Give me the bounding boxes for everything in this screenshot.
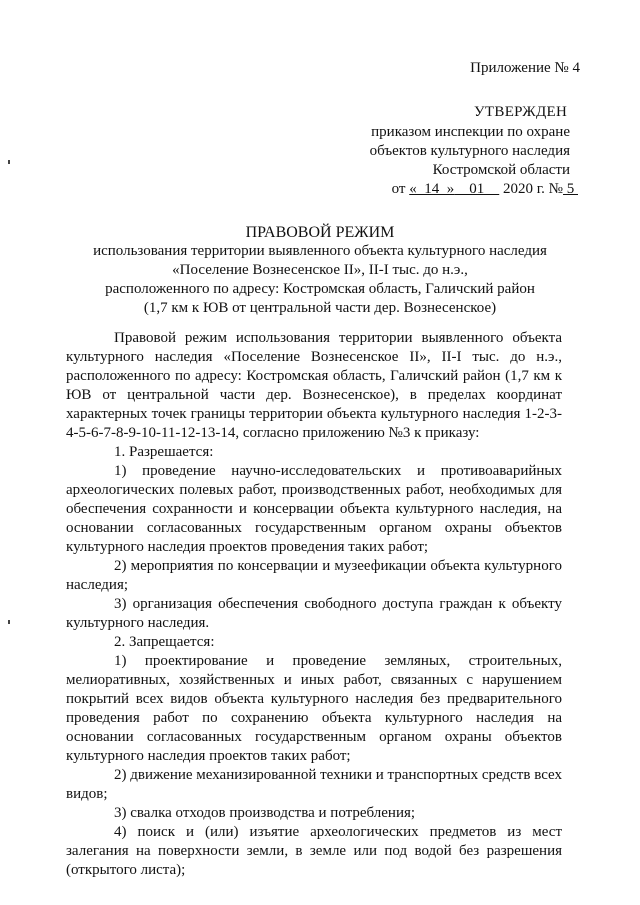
- title-line: расположенного по адресу: Костромская область, Галичский район: [105, 281, 535, 297]
- approved-heading: УТВЕРЖДЕН: [474, 104, 568, 120]
- allowed-item: 2) мероприятия по консервации и музеефикации объекта культурного наследия;: [66, 558, 562, 593]
- title-line: (1,7 км к ЮВ от центральной части дер. Вознесенское): [143, 300, 497, 316]
- forbidden-item: 2) движение механизированной техники и транспортных средств всех видов;: [66, 767, 562, 802]
- date-prefix: от: [391, 181, 406, 197]
- document-body: [66, 329, 562, 880]
- allowed-item: 1) проведение научно-исследовательских и противоаварийных археологических полевых работ, производственных работ, необходимых для обеспечения сохранности и консервации объекта культурного наследия, на основании согласованных государственным органом охраны объектов культурного наследия проектов проведения таких работ;: [66, 463, 562, 555]
- forbidden-item: 1) проектирование и проведение земляных, строительных, мелиоративных, хозяйственных и иных работ, связанных с нарушением покрытий всех видов объекта культурного наследия без предварительного проведения работ по сохранению объекта культурного наследия на основании согласованных государственным органом охраны объектов культурного наследия проектов таких работ;: [66, 653, 562, 764]
- allowed-item: 3) организация обеспечения свободного доступа граждан к объекту культурного наследия.: [66, 596, 562, 631]
- intro-paragraph: Правовой режим использования территории выявленного объекта культурного наследия «Поселение Вознесенское II», II-I тыс. до н.э., расположенного по адресу: Костромская область, Галичский район (1,7 км к ЮВ от центральной части дер. Вознесенское), в пределах координат характерных точек границы территории объекта культурного наследия 1-2-3-4-5-6-7-8-9-10-11-12-13-14, согласно приложению №3 к приказу:: [66, 330, 562, 441]
- document-title: ПРАВОВОЙ РЕЖИМ: [245, 224, 395, 241]
- scan-mark: [8, 160, 10, 164]
- order-number: 5: [563, 181, 578, 197]
- forbidden-item: 4) поиск и (или) изъятие археологических предметов из мест залегания на поверхности земли, в земле или под водой без разрешения (открытого листа);: [66, 824, 562, 878]
- approval-line: объектов культурного наследия: [369, 143, 570, 159]
- approval-line: Костромской области: [432, 162, 570, 178]
- scan-mark: [8, 620, 10, 624]
- allowed-heading: 1. Разрешается:: [114, 444, 214, 460]
- approval-line: приказом инспекции по охране: [371, 124, 570, 140]
- date-month: 01: [454, 181, 500, 197]
- order-date-line: [392, 181, 578, 198]
- date-year: 2020 г. №: [502, 181, 563, 197]
- forbidden-heading: 2. Запрещается:: [114, 634, 215, 650]
- appendix-label: Приложение № 4: [470, 60, 580, 76]
- title-line: «Поселение Вознесенское II», II-I тыс. до н.э.,: [172, 262, 468, 278]
- title-line: использования территории выявленного объекта культурного наследия: [93, 243, 547, 259]
- forbidden-item: 3) свалка отходов производства и потребления;: [114, 805, 416, 821]
- date-day: « 14 »: [409, 181, 455, 197]
